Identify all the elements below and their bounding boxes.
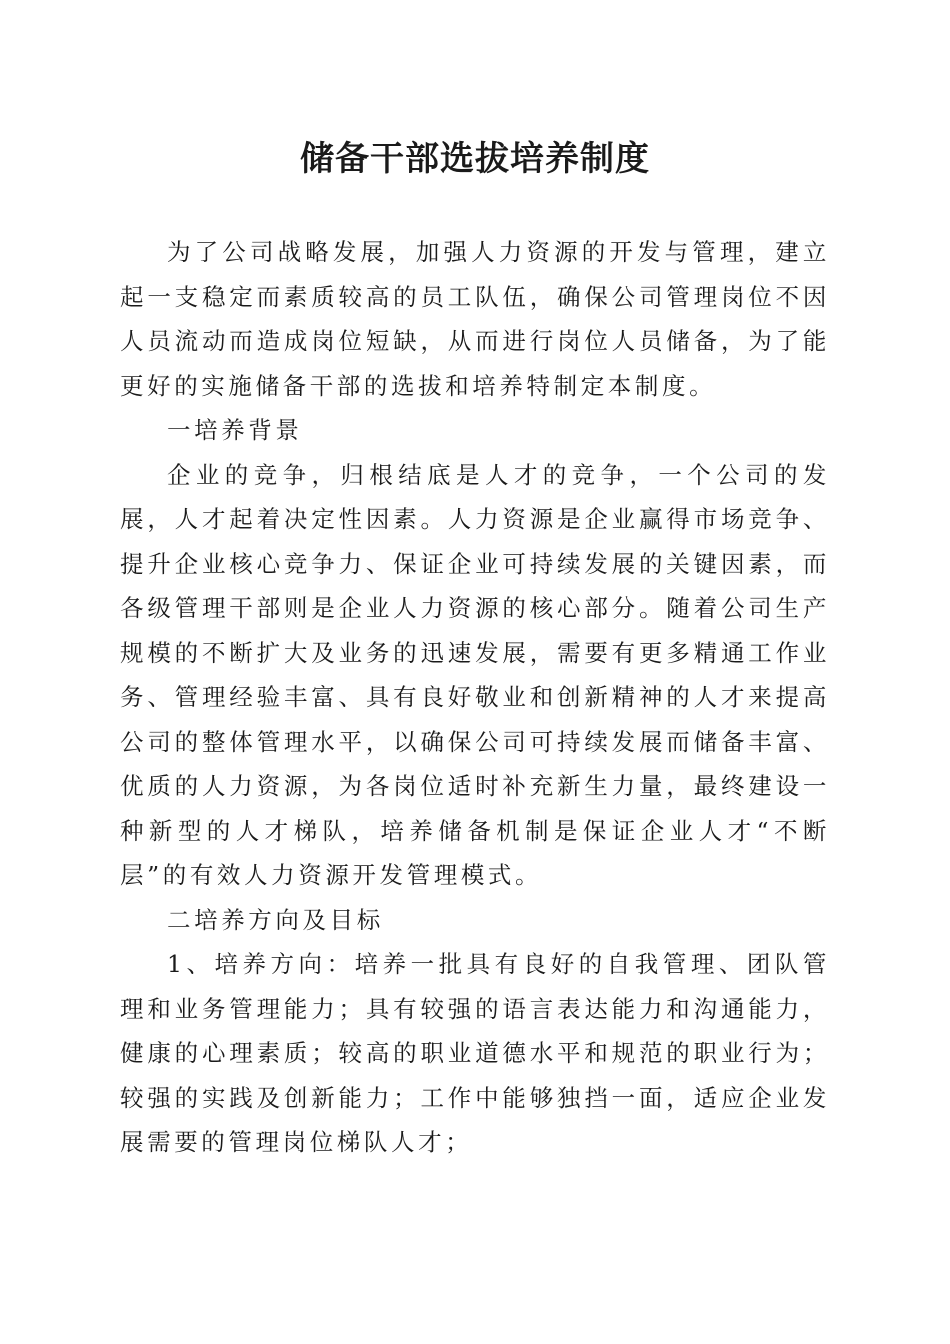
document-body [120,230,830,1165]
direction-paragraph: 1、培养方向：培养一批具有良好的自我管理、团队管理和业务管理能力；具有较强的语言表达能力和沟通能力，健康的心理素质；较高的职业道德水平和规范的职业行为；较强的实践及创新能力；工作中能够独挡一面，适应企业发展需要的管理岗位梯队人才； [120,950,830,1156]
document-title: 储备干部选拔培养制度 [300,139,650,179]
section-heading-background: 一培养背景 [167,416,303,444]
section-heading-direction-goals: 二培养方向及目标 [167,905,384,934]
background-paragraph: 企业的竞争，归根结底是人才的竞争，一个公司的发展，人才起着决定性因素。人力资源是企业赢得市场竞争、提升企业核心竞争力、保证企业可持续发展的关键因素，而各级管理干部则是企业人力资源的核心部分。随着公司生产规模的不断扩大及业务的迅速发展，需要有更多精通工作业务、管理经验丰富、具有良好敬业和创新精神的人才来提高公司的整体管理水平，以确保公司可持续发展而储备丰富、优质的人力资源，为各岗位适时补充新生力量，最终建设一种新型的人才梯队，培养储备机制是保证企业人才“不断层”的有效人力资源开发管理模式。 [120,460,830,889]
intro-paragraph: 为了公司战略发展，加强人力资源的开发与管理，建立起一支稳定而素质较高的员工队伍，确保公司管理岗位不因人员流动而造成岗位短缺，从而进行岗位人员储备，为了能更好的实施储备干部的选拔和培养特制定本制度。 [120,238,830,400]
